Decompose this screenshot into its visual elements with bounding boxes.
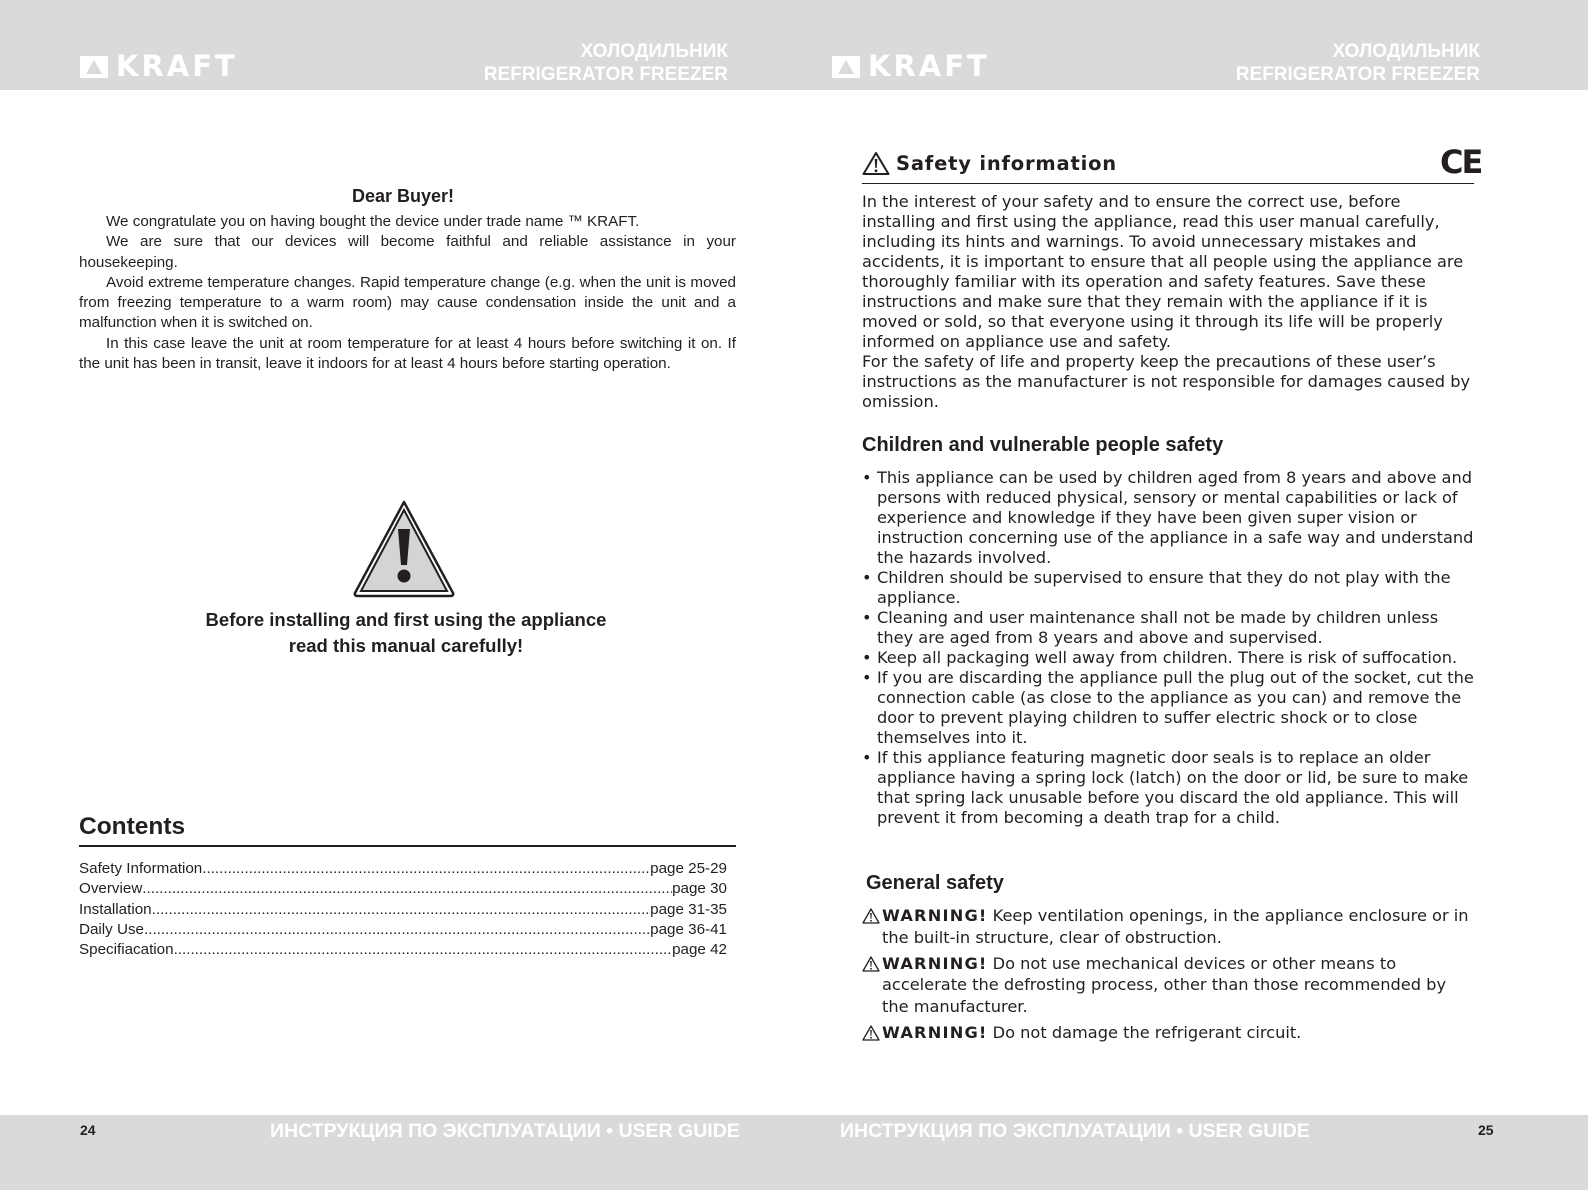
safety-divider (862, 183, 1474, 184)
toc-entry[interactable] (79, 941, 727, 961)
header-title-left (420, 40, 728, 86)
manual-warning-line1: Before installing and first using the appliance (205, 609, 607, 630)
toc-page: page 31-35 (650, 900, 727, 918)
toc-entry[interactable] (79, 921, 727, 941)
toc-page: page 30 (672, 880, 727, 898)
toc-entry[interactable] (79, 880, 727, 900)
list-item: • This appliance can be used by children aged from 8 years and above and persons with reduced physical, sensory or mental capabilities or lack of experience and knowledge if they have been given super vision or instruction concerning use of the appliance in a safe way and understand the hazards involved. (862, 468, 1476, 568)
intro-paragraph: In this case leave the unit at room temperature for at least 4 hours before switching it on. If the unit has been in transit, leave it indoors for at least 4 hours before starting operation. (79, 334, 736, 373)
header-title-right (1172, 40, 1480, 86)
logo-triangle-icon (832, 56, 860, 78)
intro-text (79, 212, 736, 374)
header-title-ru: ХОЛОДИЛЬНИК (1332, 41, 1480, 62)
manual-warning-line2: read this manual carefully! (288, 635, 524, 656)
warning-text: Keep ventilation openings, in the appliance enclosure or in the built-in structure, clear of obstruction. (882, 906, 1469, 947)
header-title-en: REFRIGERATOR FREEZER (1235, 64, 1480, 85)
manual-warning (200, 607, 612, 659)
children-safety-heading: Children and vulnerable people safety (862, 434, 1224, 456)
list-item: • Cleaning and user maintenance shall not be made by children unless they are aged from 8 years and above and supervised. (862, 608, 1476, 648)
brand-logo-left (80, 49, 238, 83)
toc-label: Specifiacation (79, 941, 174, 959)
brand-logo-right (832, 49, 990, 83)
greeting-heading: Dear Buyer! (352, 186, 455, 206)
warning-icon (862, 905, 882, 948)
toc-leader (142, 880, 672, 897)
toc-page: page 42 (672, 941, 727, 959)
intro-paragraph: We are sure that our devices will become faithful and reliable assistance in your housekeeping. (79, 233, 736, 271)
toc-label: Overview (79, 880, 143, 898)
page-number-left: 24 (80, 1122, 96, 1138)
brand-name: KRAFT (868, 49, 990, 83)
warning-text: Do not use mechanical devices or other means to accelerate the defrosting process, other than those recommended by the manufacturer. (882, 953, 1447, 1016)
toc-leader (174, 941, 673, 958)
list-item: • Children should be supervised to ensure that they do not play with the appliance. (862, 568, 1476, 608)
brand-name: KRAFT (116, 49, 238, 83)
warning-triangle-icon (352, 499, 456, 599)
footer-band (0, 1115, 1588, 1190)
warning-icon (862, 953, 882, 1018)
warning-label: WARNING! (882, 953, 988, 973)
toc-entry[interactable] (79, 860, 727, 880)
footer-text-left: ИНСТРУКЦИЯ ПО ЭКСПЛУАТАЦИИ • USER GUIDE (270, 1120, 740, 1142)
footer-text-right: ИНСТРУКЦИЯ ПО ЭКСПЛУАТАЦИИ • USER GUIDE (840, 1120, 1310, 1142)
warning-item (862, 953, 1476, 1018)
logo-triangle-icon (80, 56, 108, 78)
safety-intro (862, 192, 1474, 412)
toc-label: Installation (79, 900, 152, 918)
list-item: • If this appliance featuring magnetic door seals is to replace an older appliance having a spring lock (latch) on the door or lid, be sure to make that spring lack unusable before you discard the old appliance. This will prevent it from becoming a death trap for a child. (862, 748, 1476, 828)
children-safety-list (862, 468, 1476, 828)
header-title-en: REFRIGERATOR FREEZER (483, 64, 728, 85)
warning-item (862, 1022, 1476, 1047)
toc-leader (202, 860, 650, 877)
safety-heading (862, 151, 1117, 176)
list-item: • Keep all packaging well away from children. There is risk of suffocation. (862, 648, 1476, 668)
general-safety-heading: General safety (866, 872, 1004, 894)
toc-page: page 25-29 (650, 860, 727, 877)
list-item: • If you are discarding the appliance pull the plug out of the socket, cut the connection cable (as close to the appliance as you can) and remove the door to prevent playing children to suffer electric shock or to close themselves into it. (862, 668, 1476, 748)
general-safety-warnings (862, 905, 1476, 1051)
safety-paragraph: For the safety of life and property keep the precautions of these user’s instructions as the manufacturer is not responsible for damages caused by omission. (862, 352, 1471, 411)
toc-label: Daily Use (79, 920, 144, 938)
intro-paragraph: Avoid extreme temperature changes. Rapid temperature change (e.g. when the unit is moved from freezing temperature to a warm room) may cause condensation inside the unit and a malfunction when it is switched on. (79, 273, 736, 332)
toc-entry[interactable] (79, 901, 727, 921)
warning-icon (862, 151, 890, 176)
ce-mark: CE (1440, 143, 1482, 181)
warning-item (862, 905, 1476, 948)
header-title-ru: ХОЛОДИЛЬНИК (580, 41, 728, 62)
warning-label: WARNING! (882, 1022, 988, 1042)
toc-leader (144, 921, 650, 938)
safety-title: Safety information (896, 152, 1117, 175)
toc-page: page 36-41 (650, 920, 727, 938)
contents-title: Contents (79, 813, 186, 840)
table-of-contents (79, 860, 727, 961)
intro-paragraph: We congratulate you on having bought the device under trade name ™ KRAFT. (106, 213, 640, 230)
toc-leader (152, 901, 651, 918)
contents-divider (79, 845, 736, 847)
warning-icon (862, 1022, 882, 1047)
warning-text: Do not damage the refrigerant circuit. (987, 1022, 1302, 1042)
warning-label: WARNING! (882, 906, 988, 925)
page-number-right: 25 (1478, 1122, 1494, 1138)
toc-label: Safety Information (79, 860, 203, 877)
safety-paragraph: In the interest of your safety and to ensure the correct use, before installing and first using the appliance, read this user manual carefully, including its hints and warnings. To avoid unnecessary mistakes and accidents, it is important to ensure that all people using the appliance are thoroughly familiar with its operation and safety features. Save these instructions and make sure that they remain with the appliance if it is moved or sold, so that everyone using it through its life will be properly informed on appliance use and safety. (862, 192, 1464, 351)
